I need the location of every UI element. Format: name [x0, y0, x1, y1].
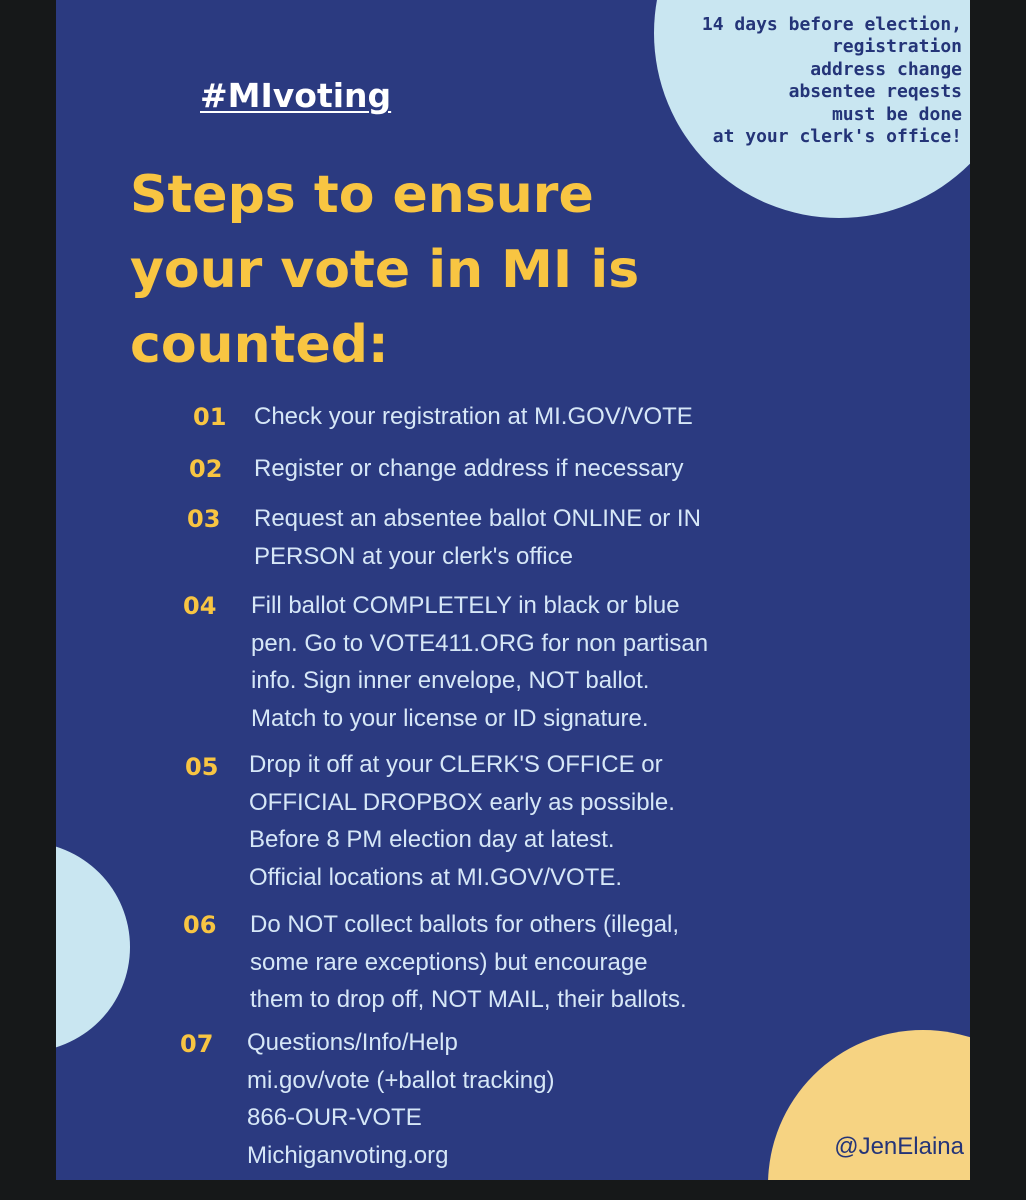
step-text: [249, 746, 809, 896]
step-line: pen. Go to VOTE411.ORG for non partisan: [251, 629, 709, 657]
corner-note-line: absentee reqests: [788, 81, 962, 103]
step-line: Do NOT collect ballots for others (illegal,: [250, 911, 680, 938]
hashtag: #MIvoting: [200, 76, 392, 115]
step-number: 02: [189, 455, 223, 483]
step-text: [247, 1024, 807, 1174]
step-number: 01: [193, 403, 227, 431]
corner-note-line: address change: [810, 58, 962, 80]
step-text: [254, 398, 814, 436]
step-line: PERSON at your clerk's office: [254, 542, 573, 570]
step-number: 04: [183, 592, 217, 620]
corner-note-line: 14 days before election,: [701, 14, 962, 35]
step-text: [250, 906, 810, 1019]
step-number: 06: [183, 911, 217, 939]
step-number: 05: [185, 753, 219, 781]
step-line: Before 8 PM election day at latest.: [249, 826, 615, 853]
step-line: Drop it off at your CLERK'S OFFICE or: [249, 751, 663, 778]
step-line: some rare exceptions) but encourage: [250, 948, 648, 976]
title-line: counted:: [130, 315, 389, 375]
title-line: your vote in MI is: [130, 240, 640, 300]
step-text: [254, 500, 814, 575]
step-line: Register or change address if necessary: [254, 455, 684, 482]
poster: [56, 0, 970, 1180]
author-handle: @JenElaina: [834, 1133, 964, 1160]
corner-note-line: registration: [831, 36, 962, 58]
step-number: 03: [187, 505, 221, 533]
title-line: Steps to ensure: [130, 165, 594, 225]
step-line: them to drop off, NOT MAIL, their ballots.: [250, 986, 687, 1013]
step-text: [251, 587, 811, 737]
step-line: 866-OUR-VOTE: [247, 1104, 422, 1131]
step-line: Match to your license or ID signature.: [251, 704, 649, 732]
step-line: Questions/Info/Help: [247, 1029, 458, 1056]
step-line: OFFICIAL DROPBOX early as possible.: [249, 788, 675, 816]
corner-note-line: at your clerk's office!: [712, 126, 962, 148]
step-number: 07: [180, 1030, 214, 1058]
step-line: info. Sign inner envelope, NOT ballot.: [251, 667, 650, 694]
step-line: Michiganvoting.org: [247, 1141, 449, 1169]
step-line: mi.gov/vote (+ballot tracking): [247, 1066, 555, 1094]
step-line: Fill ballot COMPLETELY in black or blue: [251, 592, 680, 619]
steps-list: [56, 0, 970, 1180]
step-line: Official locations at MI.GOV/VOTE.: [249, 863, 623, 891]
corner-note-line: must be done: [831, 103, 962, 125]
step-line: Request an absentee ballot ONLINE or IN: [254, 505, 701, 532]
step-text: [254, 450, 814, 488]
step-line: Check your registration at MI.GOV/VOTE: [254, 403, 693, 430]
